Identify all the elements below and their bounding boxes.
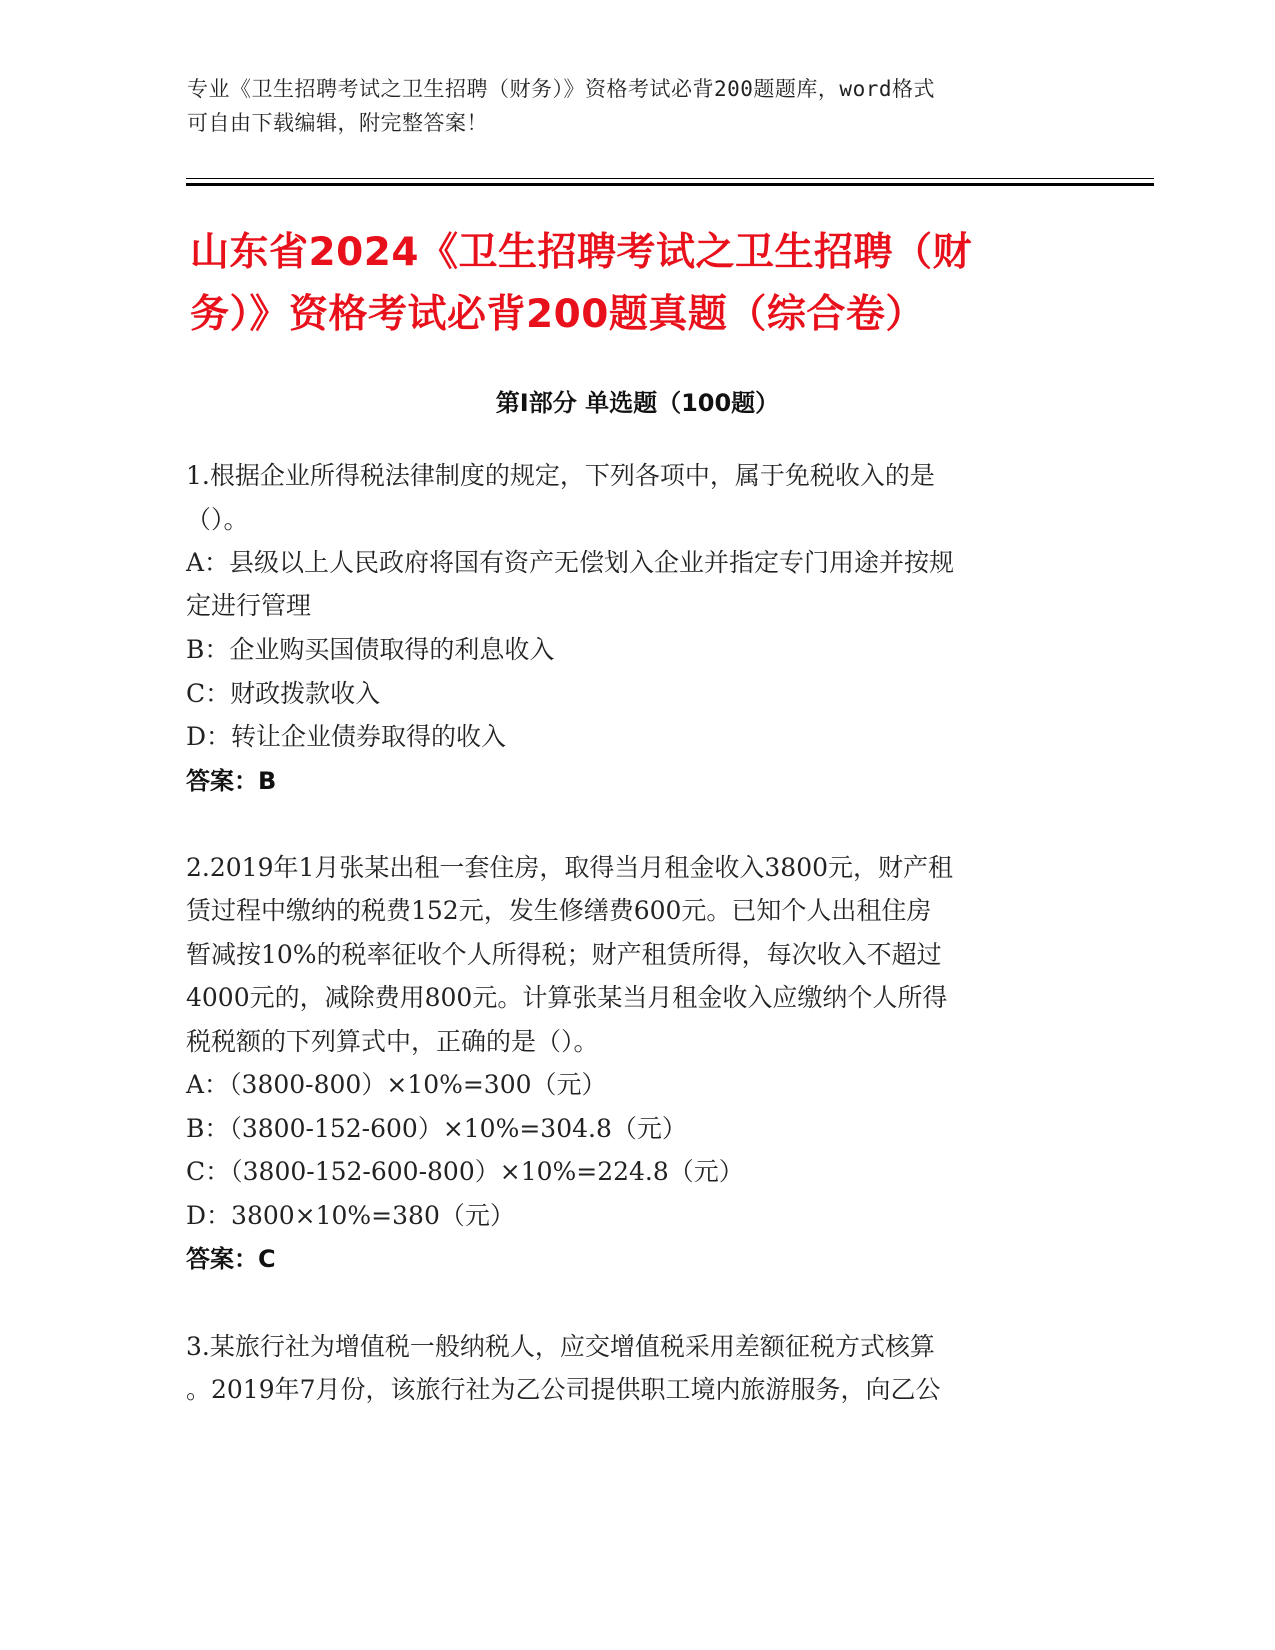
question-3-stem-line-1: 3.某旅行社为增值税一般纳税人，应交增值税采用差额征税方式核算 (186, 1332, 935, 1361)
question-1-answer: 答案：B (186, 767, 277, 795)
question-1-option-a-cont: 定进行管理 (186, 591, 312, 620)
document-title-line-2: 务）》资格考试必背200题真题（综合卷） (190, 292, 925, 337)
document-title-line-1: 山东省2024《卫生招聘考试之卫生招聘（财 (190, 230, 973, 275)
header-note (187, 72, 1067, 140)
question-2-option-b: B：（3800-152-600）×10%=304.8（元） (186, 1114, 687, 1143)
question-2-stem-line-5: 税税额的下列算式中，正确的是（）。 (186, 1027, 599, 1056)
question-1-option-d: D：转让企业债券取得的收入 (186, 722, 507, 751)
question-2-stem-line-3: 暂减按10%的税率征收个人所得税；财产租赁所得，每次收入不超过 (186, 940, 942, 969)
header-note-line-2: 可自由下载编辑，附完整答案！ (187, 111, 488, 135)
question-2-option-a: A：（3800-800）×10%=300（元） (186, 1070, 607, 1099)
header-divider-thin (186, 178, 1154, 179)
question-1-option-b: B：企业购买国债取得的利息收入 (186, 635, 555, 664)
question-2-stem-line-4: 4000元的，减除费用800元。计算张某当月租金收入应缴纳个人所得 (186, 983, 948, 1012)
question-1-option-c: C：财政拨款收入 (186, 679, 381, 708)
question-3-stem-line-2: 。2019年7月份，该旅行社为乙公司提供职工境内旅游服务，向乙公 (186, 1375, 941, 1404)
section-heading: 第Ⅰ部分 单选题（100题） (495, 389, 780, 417)
question-1-stem-line-2: （）。 (186, 505, 249, 534)
question-1-option-a: A：县级以上人民政府将国有资产无偿划入企业并指定专门用途并按规 (186, 548, 955, 577)
question-2-option-c: C：（3800-152-600-800）×10%=224.8（元） (186, 1157, 744, 1186)
document-title (190, 222, 1090, 346)
header-note-line-1: 专业《卫生招聘考试之卫生招聘（财务）》资格考试必背200题题库，word格式 (187, 77, 935, 101)
question-2-stem-line-2: 赁过程中缴纳的税费152元，发生修缮费600元。已知个人出租住房 (186, 896, 932, 925)
question-2-option-d: D：3800×10%=380（元） (186, 1201, 515, 1230)
question-1-stem-line-1: 1.根据企业所得税法律制度的规定，下列各项中，属于免税收入的是 (186, 461, 935, 490)
question-2-answer: 答案：C (186, 1245, 276, 1273)
question-2-stem-line-1: 2.2019年1月张某出租一套住房，取得当月租金收入3800元，财产租 (186, 853, 954, 882)
header-divider-thick (186, 183, 1154, 186)
